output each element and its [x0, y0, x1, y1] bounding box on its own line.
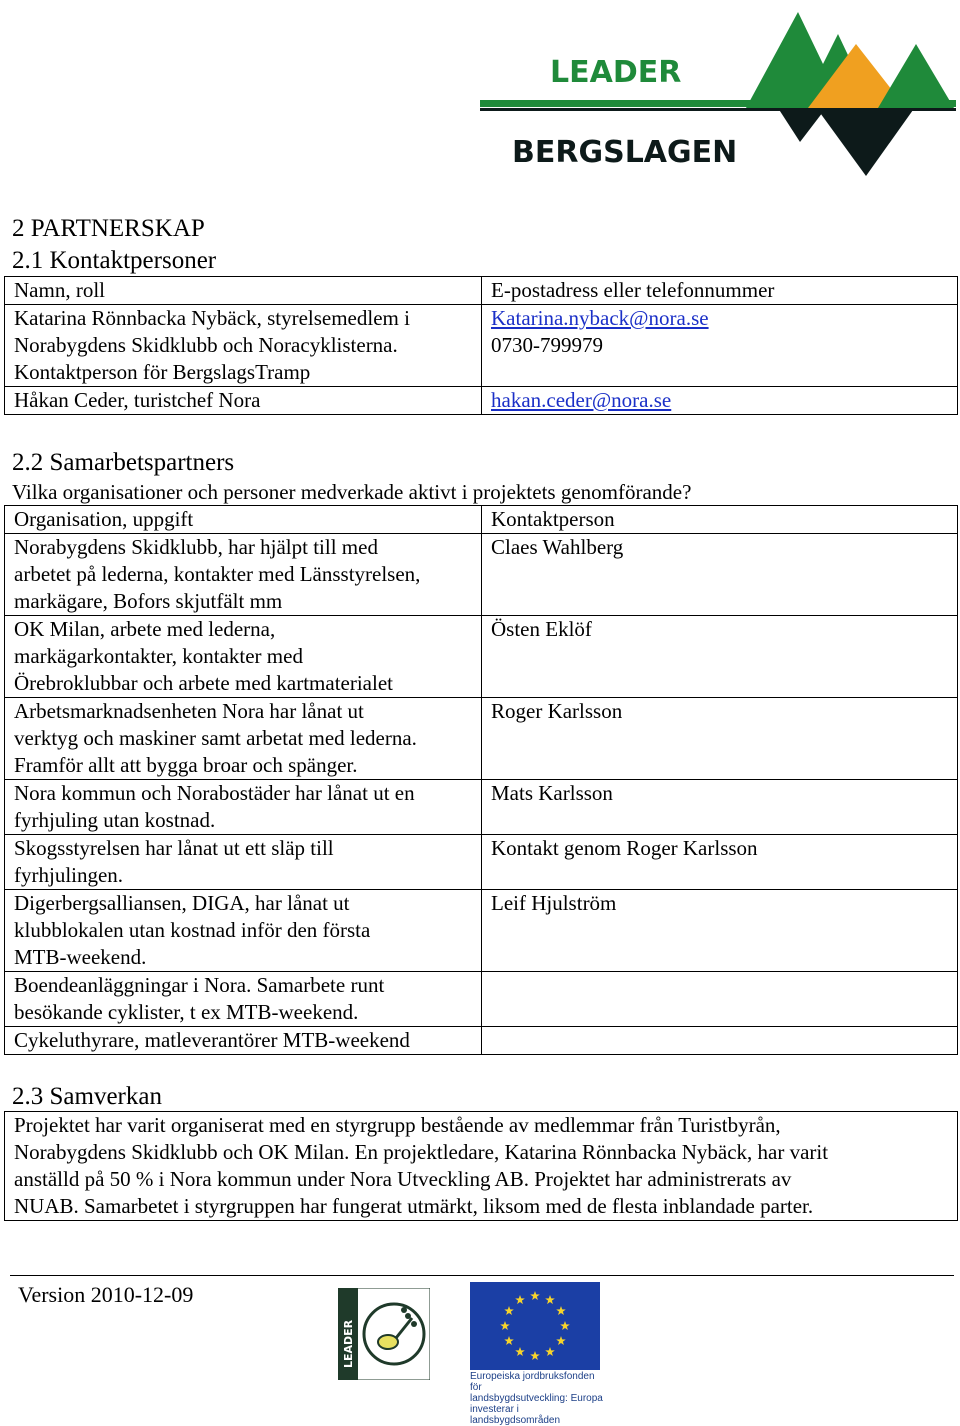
cell-line: besökande cyklister, t ex MTB-weekend. [14, 1000, 359, 1024]
table-row [5, 890, 958, 972]
cooperation-line: Projektet har varit organiserat med en styrgrupp bestående av medlemmar från Turistbyrån, [14, 1113, 781, 1137]
partner-organisation [5, 890, 482, 972]
table-row [5, 972, 958, 1027]
table-row [5, 534, 958, 616]
partner-contact: Mats Karlsson [482, 780, 958, 835]
table-header-row [5, 277, 958, 305]
cell-line: Arbetsmarknadsenheten Nora har lånat ut [14, 699, 364, 723]
logo-dark-triangle-left [778, 108, 826, 142]
contact-name-katarina [5, 305, 482, 387]
partner-contact [482, 1027, 958, 1055]
phone-number: 0730-799979 [491, 333, 603, 357]
partners-title: 2.2 Samarbetspartners [12, 449, 235, 476]
cell-line: fyrhjulingen. [14, 863, 124, 887]
cell-line: Digerbergsalliansen, DIGA, har lånat ut [14, 891, 350, 915]
eu-caption-line: Europeiska jordbruksfonden för [470, 1371, 595, 1393]
contacts-table [4, 276, 958, 415]
cell-line: Nora kommun och Norabostäder har lånat ut en [14, 781, 415, 805]
partner-organisation [5, 616, 482, 698]
contacts-title: 2.1 Kontaktpersoner [12, 247, 217, 274]
contact-details-hakan [482, 387, 958, 415]
cell-line: Örebroklubbar och arbete med kartmaterialet [14, 671, 393, 695]
partner-contact: Claes Wahlberg [482, 534, 958, 616]
cell-line: Norabygdens Skidklubb och Noracyklisterna. [14, 333, 398, 357]
partners-question: Vilka organisationer och personer medverkade aktivt i projektets genomförande? [12, 480, 692, 504]
cell-line: OK Milan, arbete med lederna, [14, 617, 276, 641]
section-title: 2 PARTNERSKAP [12, 215, 205, 242]
cell-line: Framför allt att bygga broar och spänger. [14, 753, 358, 777]
cooperation-line: NUAB. Samarbetet i styrgruppen har fungerat utmärkt, liksom med de flesta inblandade parter. [14, 1194, 814, 1218]
cell-line: Cykeluthyrare, matleverantörer MTB-weekend [14, 1028, 410, 1052]
leader-eu-badge-icon [338, 1288, 430, 1380]
table-row [5, 835, 958, 890]
partner-contact: Roger Karlsson [482, 698, 958, 780]
table-row [5, 1027, 958, 1055]
cell-line: markägare, Bofors skjutfält mm [14, 589, 283, 613]
partner-organisation [5, 698, 482, 780]
footer-divider [10, 1275, 954, 1276]
cooperation-text-box [4, 1111, 958, 1221]
table-header-row [5, 506, 958, 534]
header-name-role: Namn, roll [5, 277, 482, 305]
eu-caption-line: landsbygdsutveckling: Europa [470, 1393, 603, 1404]
eu-caption [470, 1371, 605, 1426]
cell-line: Kontaktperson för BergslagsTramp [14, 360, 311, 384]
cooperation-title: 2.3 Samverkan [12, 1083, 162, 1110]
email-link-hakan[interactable]: hakan.ceder@nora.se [491, 388, 672, 412]
eu-caption-line: investerar i landsbygdsområden [470, 1404, 561, 1426]
header-contact: Kontaktperson [482, 506, 958, 534]
cooperation-line: anställd på 50 % i Nora kommun under Nora Utveckling AB. Projektet har administrerats av [14, 1167, 792, 1191]
partner-contact: Kontakt genom Roger Karlsson [482, 835, 958, 890]
badge-text: LEADER [342, 1319, 355, 1368]
partner-contact [482, 972, 958, 1027]
header-organisation: Organisation, uppgift [5, 506, 482, 534]
cell-line: Skogsstyrelsen har lånat ut ett släp till [14, 836, 334, 860]
cell-line: arbetet på lederna, kontakter med Länsstyrelsen, [14, 562, 421, 586]
cell-line: markägarkontakter, kontakter med [14, 644, 303, 668]
partners-table [4, 505, 958, 1055]
partner-organisation [5, 780, 482, 835]
partner-contact: Östen Eklöf [482, 616, 958, 698]
partner-organisation [5, 534, 482, 616]
cell-line: fyrhjuling utan kostnad. [14, 808, 216, 832]
email-link-katarina[interactable]: Katarina.nyback@nora.se [491, 306, 709, 330]
logo-word-top: LEADER [550, 55, 682, 90]
cell-line: MTB-weekend. [14, 945, 147, 969]
contact-name-hakan: Håkan Ceder, turistchef Nora [5, 387, 482, 415]
table-row [5, 698, 958, 780]
cooperation-line: Norabygdens Skidklubb och OK Milan. En projektledare, Katarina Rönnbacka Nybäck, har varit [14, 1140, 829, 1164]
contact-details-katarina [482, 305, 958, 387]
logo-word-bottom: BERGSLAGEN [512, 135, 738, 170]
leader-bergslagen-logo [478, 4, 958, 182]
cell-line: klubblokalen utan kostnad inför den första [14, 918, 371, 942]
cell-line: Norabygdens Skidklubb, har hjälpt till med [14, 535, 378, 559]
header-email-phone: E-postadress eller telefonnummer [482, 277, 958, 305]
table-row [5, 616, 958, 698]
partner-organisation [5, 972, 482, 1027]
table-row [5, 305, 958, 387]
partner-organisation [5, 1027, 482, 1055]
table-row [5, 387, 958, 415]
table-row [5, 780, 958, 835]
logo-dark-triangle [818, 110, 913, 176]
eu-flag-icon [470, 1282, 600, 1370]
version-label: Version 2010-12-09 [18, 1282, 194, 1307]
partner-organisation [5, 835, 482, 890]
cell-line: verktyg och maskiner samt arbetat med lederna. [14, 726, 417, 750]
logo-green-mountain-right [878, 44, 954, 108]
cell-line: Katarina Rönnbacka Nybäck, styrelsemedlem i [14, 306, 410, 330]
partner-contact: Leif Hjulström [482, 890, 958, 972]
cell-line: Boendeanläggningar i Nora. Samarbete runt [14, 973, 385, 997]
